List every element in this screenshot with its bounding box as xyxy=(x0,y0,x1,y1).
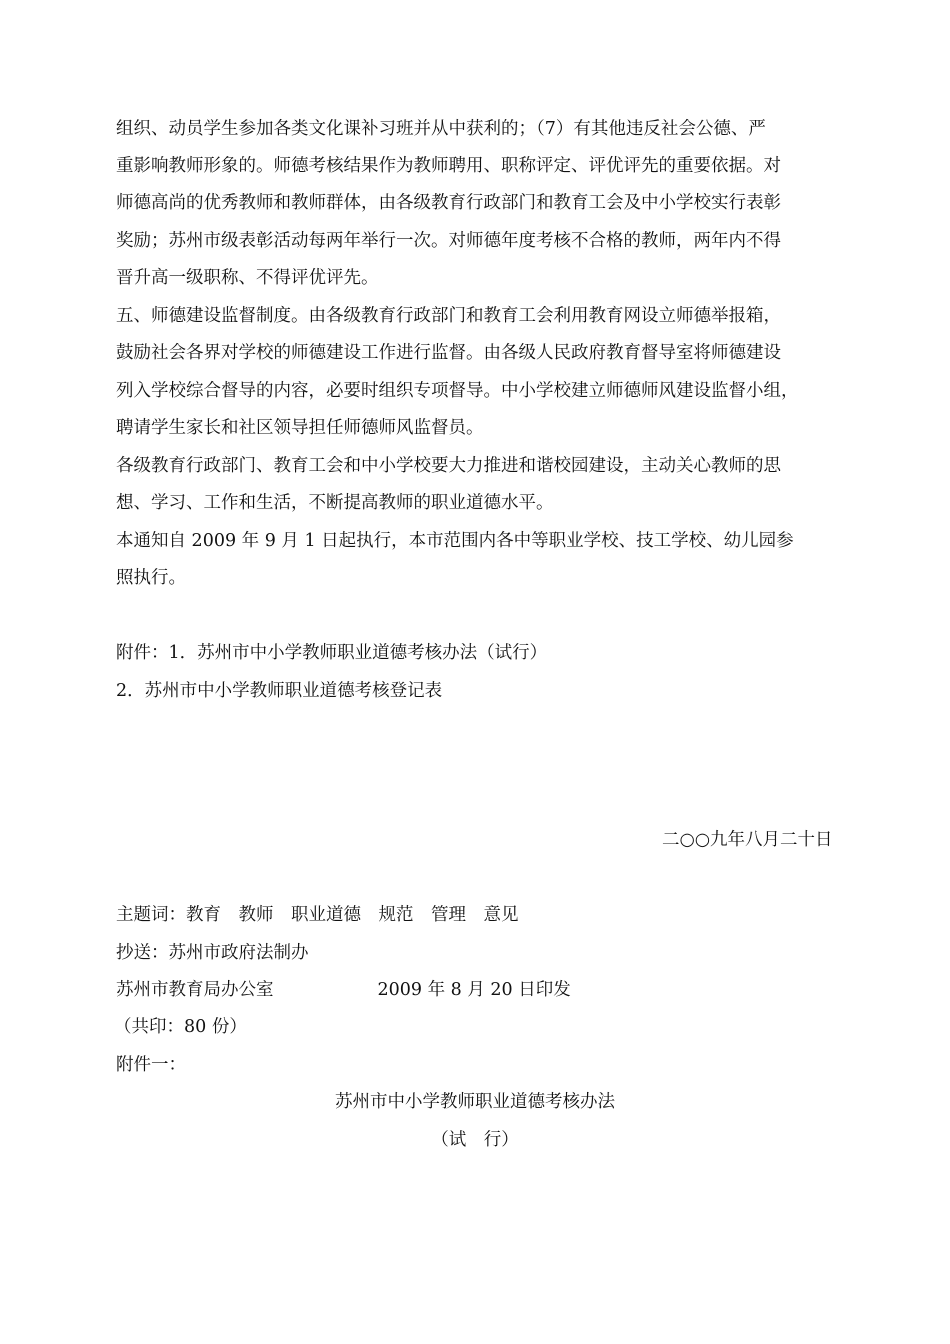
body-text-line: 五、师德建设监督制度。由各级教育行政部门和教育工会利用教育网设立师德举报箱， xyxy=(116,306,781,326)
keywords-line: 主题词：教育 教师 职业道德 规范 管理 意见 xyxy=(116,905,519,925)
copies-line: （共印：80 份） xyxy=(114,1017,247,1037)
body-text-line: 各级教育行政部门、教育工会和中小学校要大力推进和谐校园建设，主动关心教师的思 xyxy=(116,456,781,476)
attachment-line-1: 附件：1．苏州市中小学教师职业道德考核办法（试行） xyxy=(116,643,548,663)
appendix-label: 附件一： xyxy=(116,1055,186,1075)
body-text-line: 组织、动员学生参加各类文化课补习班并从中获利的；（7）有其他违反社会公德、严 xyxy=(116,119,766,139)
attachment-line-2: 2．苏州市中小学教师职业道德考核登记表 xyxy=(116,681,443,701)
body-text-line: 重影响教师形象的。师德考核结果作为教师聘用、职称评定、评优评先的重要依据。对 xyxy=(116,156,781,176)
issuing-office: 苏州市教育局办公室 xyxy=(116,980,274,1000)
issuer-line xyxy=(116,978,571,1002)
body-text-line: 晋升高一级职称、不得评优评先。 xyxy=(116,268,379,288)
cc-line: 抄送：苏州市政府法制办 xyxy=(116,943,309,963)
body-text-line: 师德高尚的优秀教师和教师群体，由各级教育行政部门和教育工会及中小学校实行表彰 xyxy=(116,193,781,213)
body-text-line: 列入学校综合督导的内容，必要时组织专项督导。中小学校建立师德师风建设监督小组， xyxy=(116,381,799,401)
body-text-line: 本通知自 2009 年 9 月 1 日起执行，本市范围内各中等职业学校、技工学校、幼儿园参 xyxy=(116,531,794,551)
print-date: 2009 年 8 月 20 日印发 xyxy=(377,980,571,1000)
body-text-line: 鼓励社会各界对学校的师德建设工作进行监督。由各级人民政府教育督导室将师德建设 xyxy=(116,343,781,363)
document-date: 二○○九年八月二十日 xyxy=(662,830,833,850)
body-text-line: 照执行。 xyxy=(116,568,186,588)
appendix-subtitle: （试 行） xyxy=(431,1130,519,1150)
appendix-title: 苏州市中小学教师职业道德考核办法 xyxy=(335,1092,615,1112)
body-text-line: 想、学习、工作和生活，不断提高教师的职业道德水平。 xyxy=(116,493,554,513)
body-text-line: 奖励；苏州市级表彰活动每两年举行一次。对师德年度考核不合格的教师，两年内不得 xyxy=(116,231,781,251)
body-text-line: 聘请学生家长和社区领导担任师德师风监督员。 xyxy=(116,418,484,438)
